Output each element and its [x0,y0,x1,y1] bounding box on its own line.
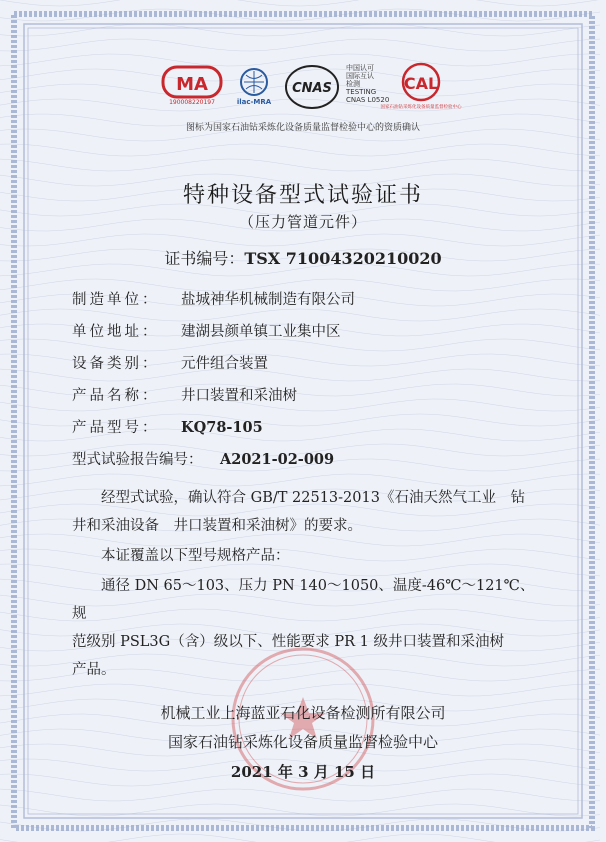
cma-logo-icon [162,66,222,106]
field-address [72,320,341,341]
logo-note: 图标为国家石油钻采炼化设备质量监督检验中心的资质确认 [185,123,420,133]
issuer-name-1: 机械工业上海蓝亚石化设备检测所有限公司 [160,704,446,722]
certificate-number-value: TSX 71004320210020 [244,249,442,268]
field-label: 产品型号： [72,420,160,436]
logo-row [150,62,460,112]
field-value: A2021-02-009 [220,451,335,468]
cma-logo-number: 190008220197 [169,99,215,106]
cnas-logo-text: CNAS [292,81,332,96]
field-value: KQ78-105 [181,419,263,436]
paragraph-line: 范级别 PSL3G（含）级以下、性能要求 PR 1 级井口装置和采油树 [72,634,504,650]
field-value: 井口装置和采油树 [181,388,297,404]
cnas-logo-icon [284,64,340,110]
cma-logo-text: MA [176,74,208,95]
certificate-number-label: 证书编号： [164,249,245,268]
cnas-side-text: 中国认可 国际互认 检测 TESTING CNAS L0520 [346,64,390,104]
ilac-logo-icon [230,66,278,106]
coverage-paragraph [72,542,542,570]
cal-logo-caption: 国家石油钻采炼化设备质量监督检验中心 [380,105,462,110]
paragraph-line: 经型式试验，确认符合 GB/T 22513-2013《石油天然气工业 钻 [72,490,525,506]
ilac-logo-text: ilac-MRA [236,98,272,106]
cal-logo-text: CAL [403,74,439,93]
page-title: 特种设备型式试验证书 [182,183,423,208]
field-value: 建湖县颜单镇工业集中区 [181,324,341,340]
paragraph-line: 本证覆盖以下型号规格产品： [72,548,290,564]
field-value: 元件组合装置 [181,356,268,372]
paragraph-line: 产品。 [72,662,116,678]
field-value: 盐城神华机械制造有限公司 [181,292,355,308]
certificate-number [0,246,606,269]
field-label: 制造单位： [72,292,160,308]
field-label: 设备类别： [72,356,160,372]
field-product-model [72,416,263,437]
field-equipment-category [72,352,268,373]
paragraph-line: 井和采油设备 井口装置和采油树》的要求。 [72,518,362,534]
cal-logo-icon [380,62,462,110]
conformity-paragraph [72,484,542,540]
field-manufacturer [72,288,355,309]
paragraph-line: 通径 DN 65～103、压力 PN 140～1050、温度-46℃～121℃、规 [72,578,535,622]
field-label: 型式试验报告编号： [72,452,203,468]
field-label: 单位地址： [72,324,160,340]
issue-date: 2021 年 3 月 15 日 [230,763,376,781]
field-report-number [72,448,334,469]
issuer-name-2: 国家石油钻采炼化设备质量监督检验中心 [167,733,438,751]
page-subtitle: （压力管道元件） [238,213,367,231]
field-product-name [72,384,297,405]
field-label: 产品名称： [72,388,160,404]
